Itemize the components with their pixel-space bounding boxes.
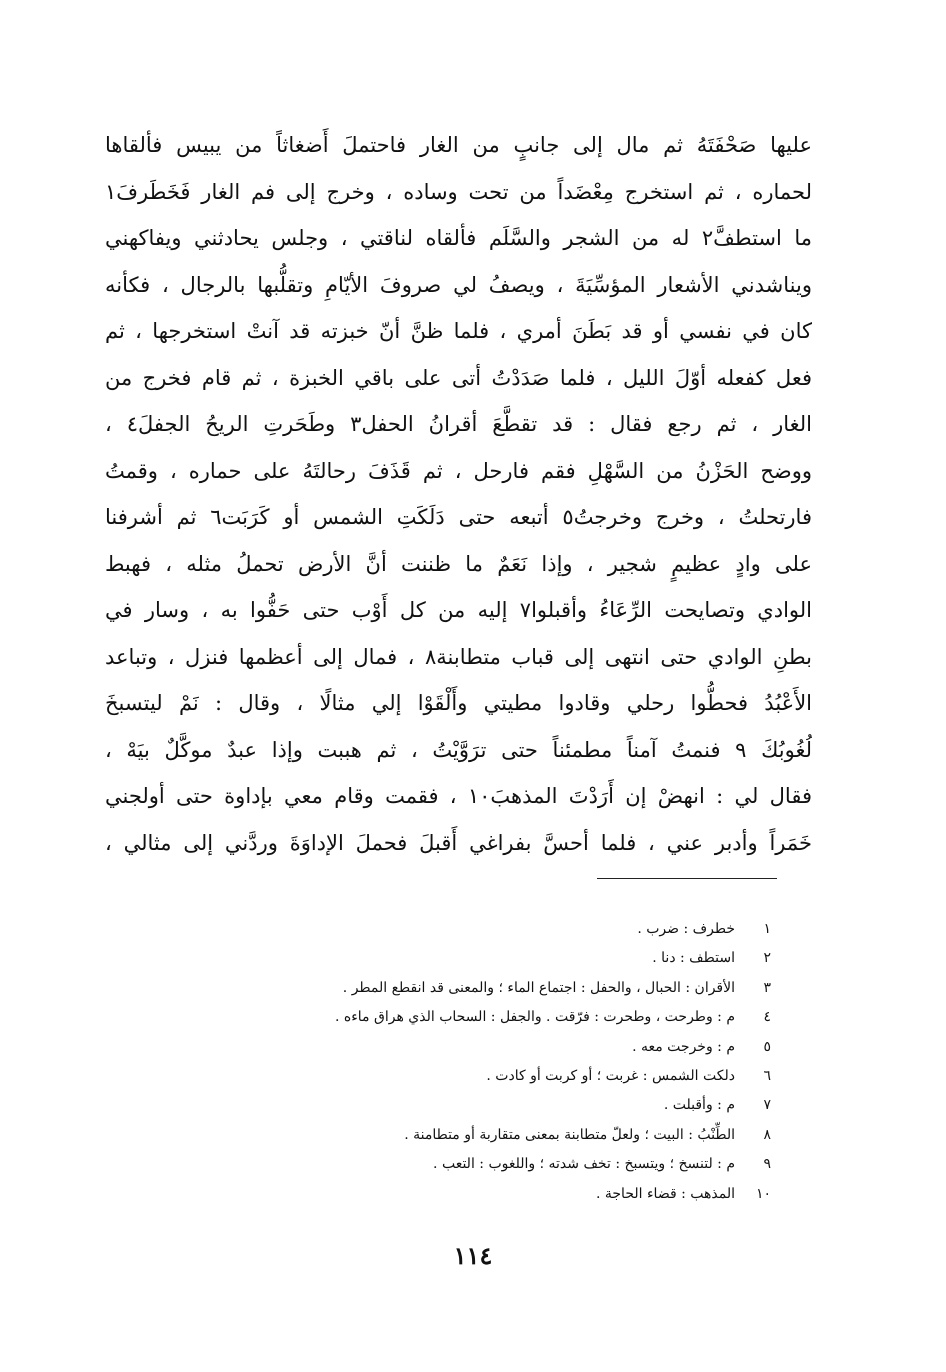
footnote-number: ٨: [763, 1126, 771, 1143]
footnote-item: [211, 1091, 771, 1120]
text-line: على وادٍ عظيمٍ شجير ، وإذا نَعَمٌ ما ظننت أنَّ الأرض تحملُ مثله ، فهبط: [105, 551, 812, 576]
footnote-text: م : وخرجت معه .: [632, 1038, 735, 1055]
footnote-text: خطرف : ضرب .: [637, 921, 735, 937]
text-line: لُغُوبُكَ ٩ فنمتُ آمناً مطمئناً حتى ترَوَّيْتُ ، ثم هببت وإذا عبدٌ موكَّلٌ بيَهْ ،: [105, 737, 812, 762]
footnote-text: م : وطرحت ، وطحرت : فرّقت . والجفل : السحاب الذي هراق ماءه .: [334, 1009, 735, 1026]
text-line: فعل كفعله أوّلَ الليل ، فلما صَدَدْتُ أتى على باقي الخبزة ، ثم قام فخرج من: [105, 365, 812, 390]
footnote-divider: [597, 878, 777, 879]
text-line: فارتحلتُ ، وخرج وخرجتُ٥ أتبعه حتى دَلَكَتِ الشمس أو كَرَبَت٦ ثم أشرفنا: [105, 505, 812, 529]
text-line: ووضح الحَزْنُ من السَّهْلِ فقم فارحل ، ثم قَذَفَ رحالتَهُ على حماره ، وقمتُ: [105, 458, 812, 483]
footnote-text: استطف : دنا .: [652, 950, 735, 967]
text-line: الغار ، ثم رجع فقال : قد تقطَّعَ أقرانُ الحفل٣ وطَحَرتِ الريحُ الجفلَ٤ ،: [105, 412, 812, 436]
main-text-block: [105, 122, 812, 866]
footnote-item: [211, 974, 771, 1003]
text-line: فقال لي : انهضْ إن أَرَدْتَ المذهبَ١٠ ، فقمت وقام معي بإداوة حتى أولجني: [105, 784, 812, 808]
footnote-number: ٤: [763, 1009, 771, 1026]
text-line: لحماره ، ثم استخرج مِعْضَداً من تحت وساده ، وخرج إلى فم الغار فَخَطَرفَ١: [105, 179, 812, 204]
text-line: كان في نفسي أو قد بَطَنَ أمري ، فلما ظنَّ أنّ خبزته قد آنتْ استخرجها ، ثم: [105, 319, 812, 343]
text-line: الوادي وتصايحت الرِّعَاءُ وأقبلوا٧ إليه من كل أَوْب حتى حَفُّوا به ، وسار في: [105, 598, 812, 622]
footnote-item: [211, 944, 771, 973]
footnote-text: الطِّنْبُ : البيت ؛ ولعلّ متطابنة بمعنى متقاربة أو متطامنة .: [404, 1126, 735, 1143]
footnote-item: [211, 1121, 771, 1150]
footnote-text: المذهب : قضاء الحاجة .: [596, 1185, 735, 1202]
footnote-text: دلكت الشمس : غربت ؛ أو كربت أو كادت .: [486, 1067, 735, 1084]
text-line: ويناشدني الأشعار المؤسِّيَةَ ، ويصفُ لي صروفَ الأيّامِ وتقلُّبها بالرجال ، فكأنه: [105, 272, 812, 297]
footnote-number: ١: [763, 921, 771, 937]
footnote-item: [211, 1180, 771, 1209]
footnote-text: الأقران : الحبال ، والحفل : اجتماع الماء ؛ والمعنى قد انقطع المطر .: [342, 979, 735, 996]
footnote-number: ٢: [763, 950, 771, 967]
footnotes-list: [211, 915, 771, 1209]
page-number: ١١٤: [453, 1241, 493, 1270]
footnote-number: ٧: [763, 1097, 771, 1114]
footnote-item: [211, 1033, 771, 1062]
footnote-item: [211, 915, 771, 944]
text-line: ما استطفَّ٢ له من الشجر والسَّلَم فألقاه لناقتي ، وجلس يحادثني ويفاكهني: [105, 226, 812, 250]
text-line: عليها صَحْفَتَهُ ثم مال إلى جانبٍ من الغار فاحتملَ أَضغاثاً من يبيس فألقاها: [105, 133, 812, 157]
footnote-number: ٥: [763, 1038, 771, 1055]
footnote-number: ٩: [763, 1156, 771, 1173]
footnote-number: ٣: [763, 979, 771, 996]
footnote-item: [211, 1150, 771, 1179]
footnote-text: م : وأقبلت .: [663, 1097, 735, 1114]
text-line: بطنِ الوادي حتى انتهى إلى قباب متطابنة٨ ، فمال إلى أعظمها فنزل ، وتباعد: [105, 644, 812, 669]
footnote-item: [211, 1062, 771, 1091]
text-line: خَمَراً وأدبر عني ، فلما أحسَّ بفراغي أَقبلَ فحملَ الإداوَةَ وردَّني إلى مثالي ،: [105, 830, 812, 855]
footnote-number: ١٠: [755, 1185, 771, 1202]
footnote-text: م : لتنسخ ؛ ويتسبخ : تخف شدته ؛ واللغوب : التعب .: [433, 1156, 735, 1173]
footnote-item: [211, 1003, 771, 1032]
text-line: الأَعْبُدُ فحطُّوا رحلي وقادوا مطيتي وأَلْقَوْا إلي مثالًا ، وقال : نَمْ ليتسبخَ: [105, 691, 812, 715]
footnote-number: ٦: [763, 1067, 771, 1084]
